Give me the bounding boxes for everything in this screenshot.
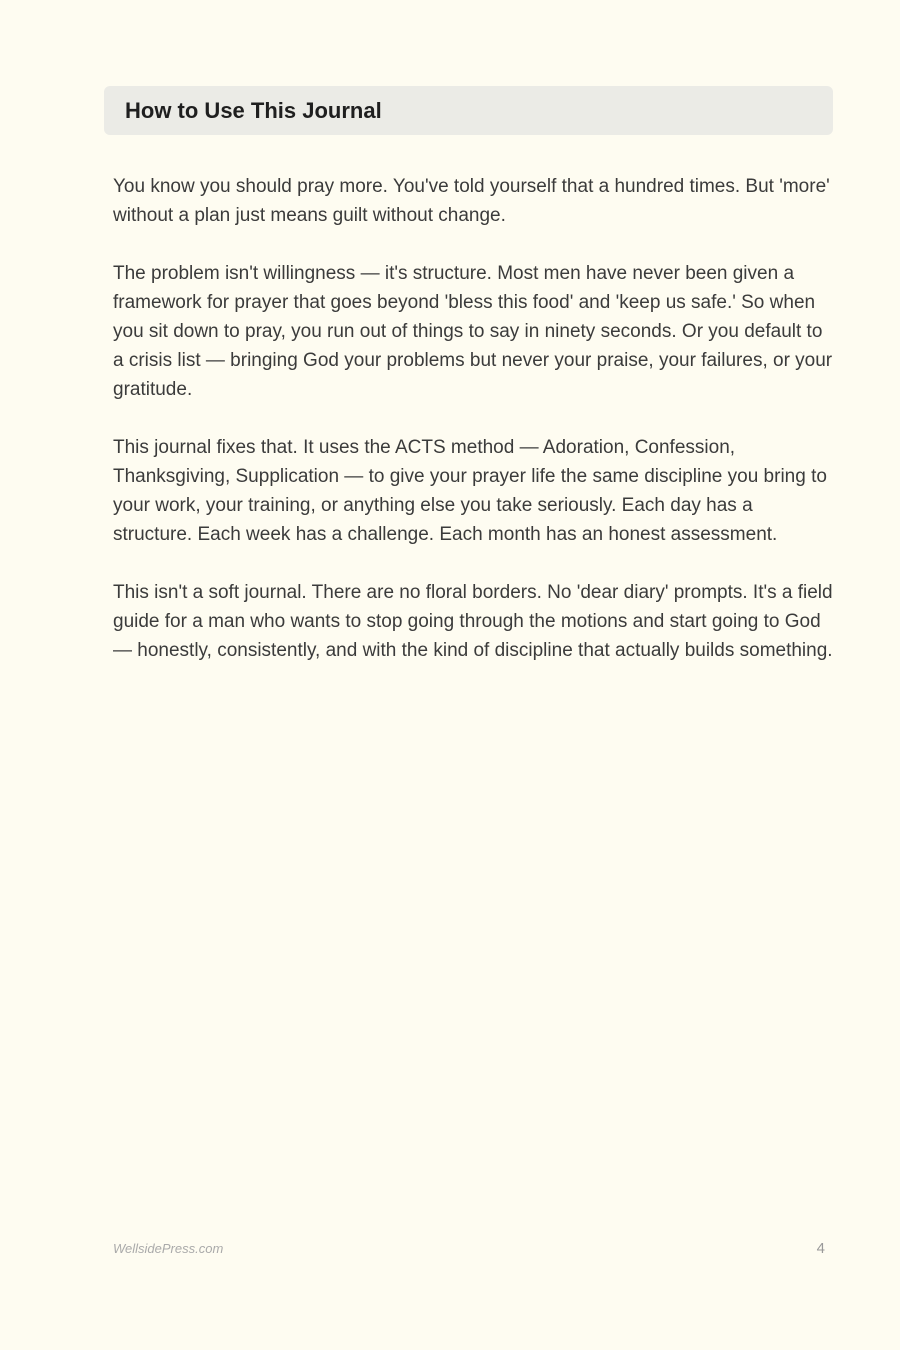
paragraph-problem: The problem isn't willingness — it's structure. Most men have never been given a framework for prayer that goes beyond 'bless this food' and 'keep us safe.' So when you sit down to pray, you run out of things to say in ninety seconds. Or you default to a crisis list — bringing God your problems but never your praise, your failures, or your gratitude. — [113, 263, 833, 400]
footer-publisher: WellsidePress.com — [113, 1241, 224, 1256]
paragraph-intro: You know you should pray more. You've told yourself that a hundred times. But 'more' without a plan just means guilt without change. — [113, 176, 830, 226]
page-number: 4 — [816, 1240, 825, 1257]
paragraph-acts-method: This journal fixes that. It uses the ACTS method — Adoration, Confession, Thanksgiving, Supplication — to give your prayer life the same discipline you bring to your work, your training, or anything else you take seriously. Each day has a structure. Each week has a challenge. Each month has an honest assessment. — [113, 437, 827, 545]
section-header — [104, 86, 833, 135]
paragraph-field-guide: This isn't a soft journal. There are no floral borders. No 'dear diary' prompts. It's a field guide for a man who wants to stop going through the motions and start going to God — honestly, consistently, and with the kind of discipline that actually builds something. — [113, 582, 833, 661]
page-title: How to Use This Journal — [125, 98, 382, 123]
body-text — [113, 172, 833, 694]
